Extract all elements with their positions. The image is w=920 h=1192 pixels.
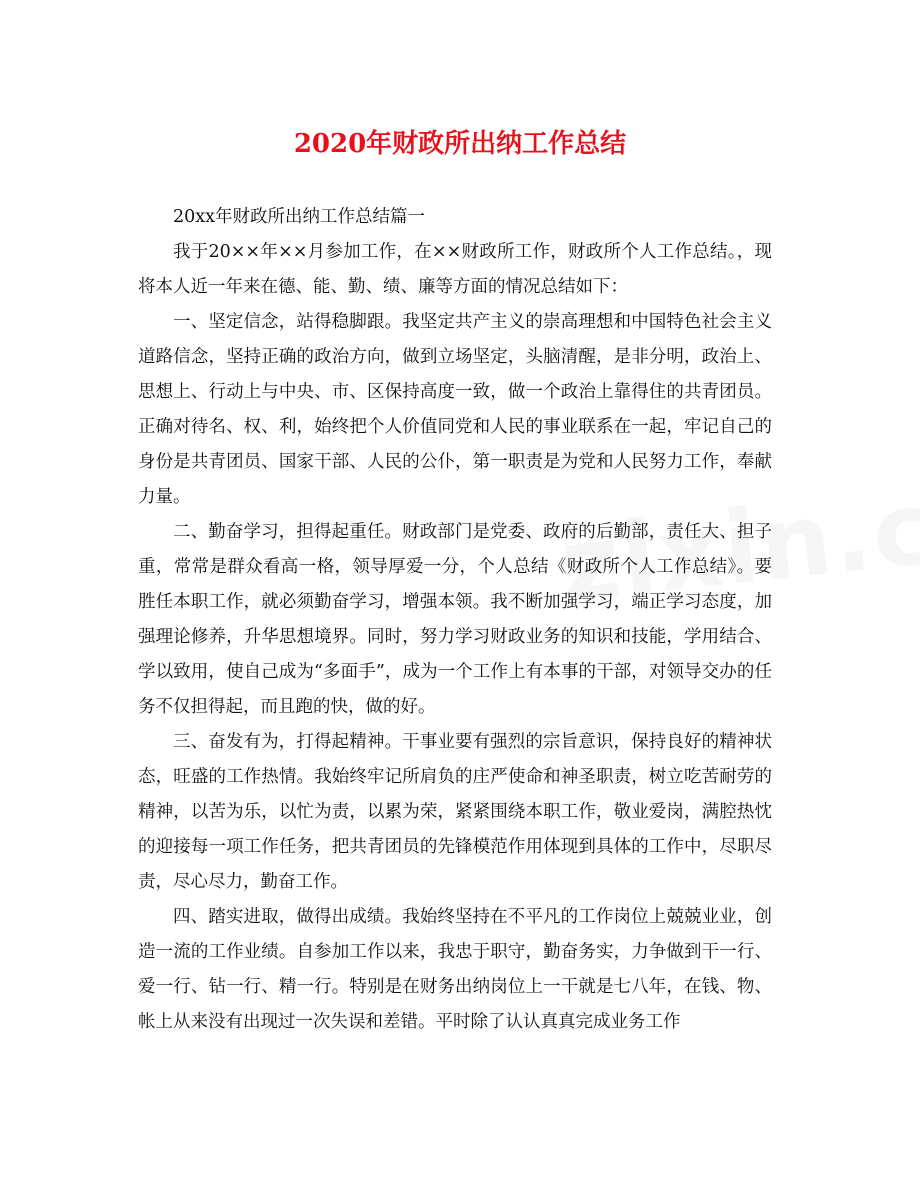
paragraph-3: 三、奋发有为，打得起精神。干事业要有强烈的宗旨意识，保持良好的精神状态，旺盛的工作热情。我始终牢记所肩负的庄严使命和神圣职责，树立吃苦耐劳的精神，以苦为乐，以忙为责，以累为荣，紧紧围绕本职工作，敬业爱岗，满腔热忱的迎接每一项工作任务，把共青团员的先锋模范作用体现到具体的工作中，尽职尽责，尽心尽力，勤奋工作。 [138, 732, 772, 892]
paragraph-2: 二、勤奋学习，担得起重任。财政部门是党委、政府的后勤部，责任大、担子重，常常是群众看高一格，领导厚爱一分，个人总结《财政所个人工作总结》。要胜任本职工作，就必须勤奋学习，增强本领。我不断加强学习，端正学习态度，加强理论修养，升华思想境界。同时，努力学习财政业务的知识和技能，学用结合、学以致用，使自己成为“多面手”，成为一个工作上有本事的干部，对领导交办的任务不仅担得起，而且跑的快，做的好。 [138, 522, 772, 717]
document-body [138, 200, 772, 1040]
paragraph-1: 一、坚定信念，站得稳脚跟。我坚定共产主义的崇高理想和中国特色社会主义道路信念，坚持正确的政治方向，做到立场坚定，头脑清醒，是非分明，政治上、思想上、行动上与中央、市、区保持高度一致，做一个政治上靠得住的共青团员。正确对待名、权、利，始终把个人价值同党和人民的事业联系在一起，牢记自己的身份是共青团员、国家干部、人民的公仆，第一职责是为党和人民努力工作，奉献力量。 [138, 312, 772, 507]
paragraph-4: 四、踏实进取，做得出成绩。我始终坚持在不平凡的工作岗位上兢兢业业，创造一流的工作业绩。自参加工作以来，我忠于职守，勤奋务实，力争做到干一行、爱一行、钻一行、精一行。特别是在财务出纳岗位上一干就是七八年，在钱、物、帐上从来没有出现过一次失误和差错。平时除了认认真真完成业务工作 [138, 907, 772, 1032]
intro-paragraph: 我于20××年××月参加工作，在××财政所工作，财政所个人工作总结。，现将本人近一年来在德、能、勤、绩、廉等方面的情况总结如下： [138, 242, 772, 297]
document-title: 2020年财政所出纳工作总结 [293, 129, 627, 159]
section-heading: 20xx年财政所出纳工作总结篇一 [173, 207, 426, 227]
